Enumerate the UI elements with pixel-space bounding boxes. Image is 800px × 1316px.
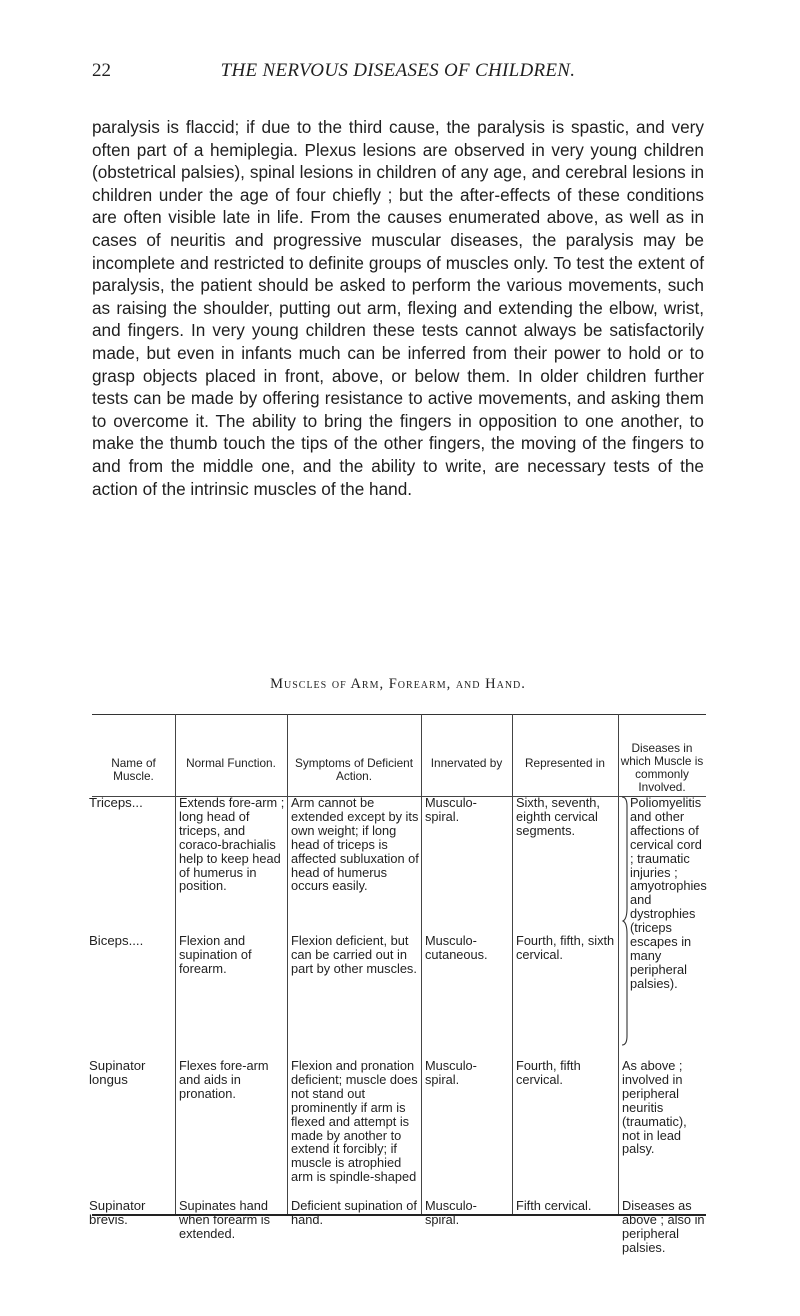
table-title: Muscles of Arm, Forearm, and Hand. (270, 676, 526, 692)
cell-innervated: Musculo-spiral. (425, 1198, 477, 1227)
cell-function: Flexion and supination of forearm. (179, 933, 252, 976)
cell-function: Extends fore-arm ; long head of triceps, and coraco-brachialis help to keep head of humerus in position. (179, 795, 285, 894)
cell-symptoms: Arm cannot be extended except by its own weight; if long head of triceps is affected subluxation of head of humerus occurs easily. (291, 795, 419, 894)
row-name-biceps: Biceps.... (89, 933, 144, 948)
table-top-rule (92, 714, 706, 715)
cell-symptoms: Flexion deficient, but can be carried out in part by other muscles. (291, 933, 417, 976)
header-name: Name of Muscle. (111, 756, 156, 783)
header-function: Normal Function. (186, 756, 276, 770)
page-header (92, 60, 704, 84)
cell-function: Supinates hand when forearm is extended. (179, 1198, 271, 1241)
cell-innervated: Musculo-spiral. (425, 795, 477, 824)
cell-diseases: Diseases as above ; also in peripheral palsies. (622, 1198, 705, 1255)
muscle-table-body (89, 795, 707, 1255)
page-number: 22 (92, 60, 111, 81)
cell-diseases: As above ; involved in peripheral neuritis (traumatic), not in lead palsy. (622, 1058, 687, 1157)
running-title: THE NERVOUS DISEASES OF CHILDREN. (220, 60, 576, 81)
cell-diseases-shared: Poliomyelitis and other affections of cervical cord ; traumatic injuries ; amyotrophies and dystrophies (triceps escapes in many peripheral palsies). (630, 795, 707, 991)
row-name-supinator-brevis: Supinator brevis. (89, 1198, 146, 1227)
cell-innervated: Musculo-spiral. (425, 1058, 477, 1087)
header-diseases: Diseases in which Muscle is commonly Involved. (620, 741, 704, 794)
cell-symptoms: Deficient supination of hand. (291, 1198, 417, 1227)
body-paragraph: paralysis is flaccid; if due to the third cause, the paralysis is spastic, and very often part of a hemiplegia. Plexus lesions are observed in very young children (obstetrical palsies), spinal lesions in children of any age, and cerebral lesions in children under the age of four chiefly ; but the after-effects of these conditions are often visible late in life. From the causes enumerated above, as well as in cases of neuritis and progressive muscular diseases, the paralysis may be incomplete and restricted to definite groups of muscles only. To test the extent of paralysis, the patient should be asked to perform the various movements, such as raising the shoulder, putting out arm, flexing and extending the elbow, wrist, and fingers. In very young children these tests cannot always be satisfactorily made, but even in infants much can be inferred from their power to hold or to grasp objects placed in front, above, or below them. In older children further tests can be made by offering resistance to active movements, and asking them to overcome it. The ability to bring the fingers in opposition to one another, to make the thumb touch the tips of the other fingers, the moving of the fingers to and from the middle one, and the ability to write, are necessary tests of the action of the intrinsic muscles of the hand. (92, 117, 704, 499)
cell-function: Flexes fore-arm and aids in pronation. (179, 1058, 269, 1101)
bracket-brace (621, 796, 629, 1046)
cell-symptoms: Flexion and pronation deficient; muscle does not stand out prominently if arm is flexed and attempt is made by another to extend it forcibly; if muscle is atrophied arm is spindle-shaped (291, 1058, 418, 1185)
header-innervated: Innervated by (430, 756, 503, 770)
cell-represented: Fourth, fifth, sixth cervical. (516, 933, 615, 962)
cell-innervated: Musculo-cutaneous. (425, 933, 488, 962)
row-name-triceps: Triceps... (89, 795, 143, 810)
row-name-supinator-longus: Supinator longus (89, 1058, 146, 1087)
header-symptoms: Symptoms of Deficient Action. (294, 756, 413, 783)
header-represented: Represented in (524, 756, 605, 770)
cell-represented: Sixth, seventh, eighth cervical segments. (516, 795, 600, 838)
cell-represented: Fifth cervical. (516, 1198, 592, 1213)
cell-represented: Fourth, fifth cervical. (516, 1058, 581, 1087)
